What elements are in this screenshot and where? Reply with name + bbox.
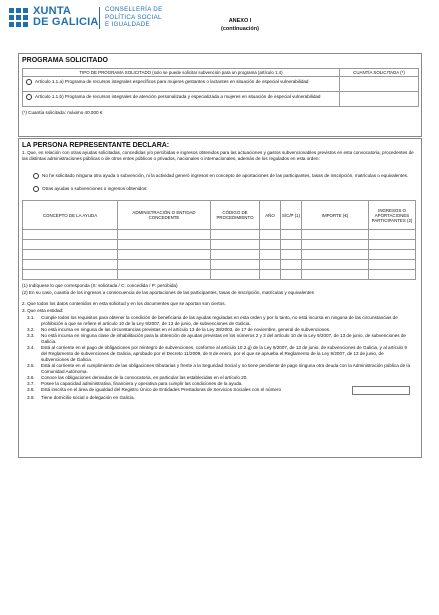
table-note-1: (1) Indíquese lo que corresponda (S: solicitada / C: concedida / P: percibida) xyxy=(22,283,178,288)
th-codigo-label: CÓDIGO DE PROCEDIMIENTO xyxy=(216,210,254,220)
declara-item-text: Conoce las obligaciones derivadas de la convocatoria, en particular las establecidas en el artículo 20. xyxy=(41,375,248,380)
declara-item-number: 3.1. xyxy=(27,315,35,320)
programa-title: PROGRAMA SOLICITADO xyxy=(22,57,108,64)
xunta-logo-text xyxy=(33,6,99,28)
th-ano-label: AÑO xyxy=(265,212,275,218)
table-cell[interactable] xyxy=(280,269,302,280)
th-ano xyxy=(259,200,281,230)
declara-item-text: Está al corriente en el cumplimiento de las obligaciones tributarias y frente a la Seguridad Social y no tiene pendiente de pago ninguna otra deuda con la Administración pública de la Comunidad Autónoma. xyxy=(41,363,411,374)
declara-item-text: Posee la capacidad administrativa, financiera y operativa para cumplir las condiciones de la ayuda. xyxy=(41,381,243,386)
col-tipo-label: TIPO DE PROGRAMA SOLICITADO (solo se puede solicitar subvención para un programa (artículo 1.4) xyxy=(79,70,283,75)
declara-p2: 2. Que todos los datos contenidos en esta solicitud y en los documentes que se aportan son ciertos. xyxy=(22,301,226,306)
cons-line-2: POLÍTICA SOCIAL xyxy=(105,13,162,21)
program-option-1-label: Artículo 1.1.a) Programa de recursos integrales específicos para mujeres gestantes o lactantes en situación de especial vulnerabilidad xyxy=(35,79,309,85)
logo-separator xyxy=(99,7,100,29)
declara-section xyxy=(18,138,422,458)
declara-item-number: 3.8. xyxy=(27,387,35,392)
th-concepto-label: CONCEPTO DE LA AYUDA xyxy=(42,212,98,218)
logo-line-2: DE GALICIA xyxy=(33,16,99,28)
table-note-2: (2) En su caso, cuantía de los ingresos a consecuencia de las aportaciones de las participantes, tasas de inscripción, matrículas y equivalentes xyxy=(22,290,314,295)
table-cell[interactable] xyxy=(117,269,211,280)
declara-item-number: 3.9. xyxy=(27,395,35,400)
declara-item-text: Tiene domicilio social o delegación en Galicia. xyxy=(41,395,135,400)
table-cell[interactable] xyxy=(301,269,369,280)
th-ingresos-label: INGRESOS O APORTACIONES PARTICIPANTES (2) xyxy=(371,207,413,223)
cuantia-footnote: (*) Cuantía solicitada: máximo 40.000 € xyxy=(22,110,103,115)
anexo-subtitle: (continuación) xyxy=(221,25,259,32)
registry-number-field[interactable] xyxy=(352,386,410,395)
declara-item-text: No está incursa en ninguna clase de inhabilitación para la obtención de ayudas previstas en los números 2 y 3 del artículo 10 de la Ley 9/2007, de 13 de junio, de subvenciones de Galicia. xyxy=(41,333,406,344)
declara-p1: 1. Que, en relación con otras ayudas solicitadas, concedidas y/o percibidas e ingresos obtenidos para las actuaciones y gastos subvencionables previstos en esta convocatoria, procedentes de las distintas administraciones públicas o de otros entes públicos o privados, nacionales o internacionales, además de los regulados en esta orden: xyxy=(22,150,414,161)
program-option-1-radio[interactable] xyxy=(26,79,32,85)
cuantia-option-1-field[interactable] xyxy=(339,76,419,92)
program-option-2-label: Artículo 1.1.b) Programa de recursos integrales de atención personalizada y especializada a mujeres en situación de especial vulnerabilidad xyxy=(35,94,321,100)
declara-item-number: 3.7. xyxy=(27,381,35,386)
ayudas-table xyxy=(22,200,416,280)
th-scp xyxy=(280,200,302,230)
th-concepto xyxy=(22,200,118,230)
declara-item-number: 3.6. xyxy=(27,375,35,380)
cons-line-1: CONSELLERÍA DE xyxy=(105,6,163,13)
th-administracion xyxy=(117,200,211,230)
logo-line-1: XUNTA xyxy=(33,5,72,17)
declara-item-text: No está incursa en ninguna de las circunstancias previstas en el artículo 13 de la Ley 38/2003, de 17 de noviembre, general de subvenciones. xyxy=(41,327,331,332)
declara-item-number: 3.2. xyxy=(27,327,35,332)
th-importe xyxy=(301,200,369,230)
option-no-ayudas xyxy=(33,173,413,179)
option-otras-ayudas xyxy=(33,186,413,192)
no-ayudas-label: No he solicitado ninguna otra ayuda o subvención, ni la actividad generó ingresos en concepto de aportaciones de las participantes, tasas de inscripción, matrículas o equivalentes. xyxy=(42,173,409,179)
declara-item-text: Cumple todos los requisitos para obtener la condición de beneficiaria de las ayudas reguladas en esta orden y por lo tanto, no está incursa en ninguna de las circunstancias de prohibición a que se refiere el artículo 10 de la Ley 9/2007, de 13 de junio, de subvenciones de Galicia. xyxy=(41,315,398,326)
declara-title: LA PERSONA REPRESENTANTE DECLARA: xyxy=(22,142,170,149)
table-cell[interactable] xyxy=(210,269,260,280)
conselleria-name xyxy=(105,6,163,29)
declara-p3: 3. Que esta entidad: xyxy=(22,308,64,313)
declara-item-number: 3.5. xyxy=(27,363,35,368)
no-ayudas-radio[interactable] xyxy=(33,173,39,179)
otras-ayudas-label: Otras ayudas o subvenciones o ingresos obtenidos: xyxy=(42,186,148,192)
cuantia-option-2-field[interactable] xyxy=(339,91,419,107)
program-option-1-row xyxy=(22,76,340,92)
anexo-heading xyxy=(200,18,280,33)
declara-item-number: 3.4. xyxy=(27,345,35,350)
col-cuantia-label: CUANTÍA SOLICITADA (*) xyxy=(353,70,405,75)
table-cell[interactable] xyxy=(259,269,281,280)
th-ingresos xyxy=(368,200,416,230)
otras-ayudas-radio[interactable] xyxy=(33,186,39,192)
th-scp-label: S/C/P (1) xyxy=(282,212,300,218)
program-option-2-radio[interactable] xyxy=(26,94,32,100)
th-codigo xyxy=(210,200,260,230)
table-cell[interactable] xyxy=(368,269,416,280)
xunta-emblem-icon xyxy=(8,7,30,31)
declara-item-text: Está al corriente en el pago de obligaciones por reintegro de subvenciones, conforme al artículo 10.2.g) de la Ley 9/2007, de 13 de junio, de subvenciones de Galicia, y al artículo 9 del Reglamento de subvenciones de Galicia, aprobado por el Decreto 11/2009, de 8 de enero, por el que se aprueba el Reglamento de la Ley 9/2007, de 13 de junio, de subvenciones de Galicia. xyxy=(41,345,407,362)
programa-section xyxy=(18,53,422,137)
th-administracion-label: ADMINISTRACIÓN O ENTIDAD CONCEDENTE xyxy=(132,210,196,220)
th-importe-label: IMPORTE (€) xyxy=(321,212,349,218)
cons-line-3: E IGUALDADE xyxy=(105,21,150,29)
declara-item-number: 3.3. xyxy=(27,333,35,338)
declara-item-text: Está inscrita en el área de igualdad del Registro Único de Entidades Prestadoras de Servicios Sociales con el número xyxy=(41,387,282,392)
table-cell[interactable] xyxy=(22,269,118,280)
anexo-title: ANEXO I xyxy=(228,18,252,24)
program-option-2-row xyxy=(22,91,340,107)
